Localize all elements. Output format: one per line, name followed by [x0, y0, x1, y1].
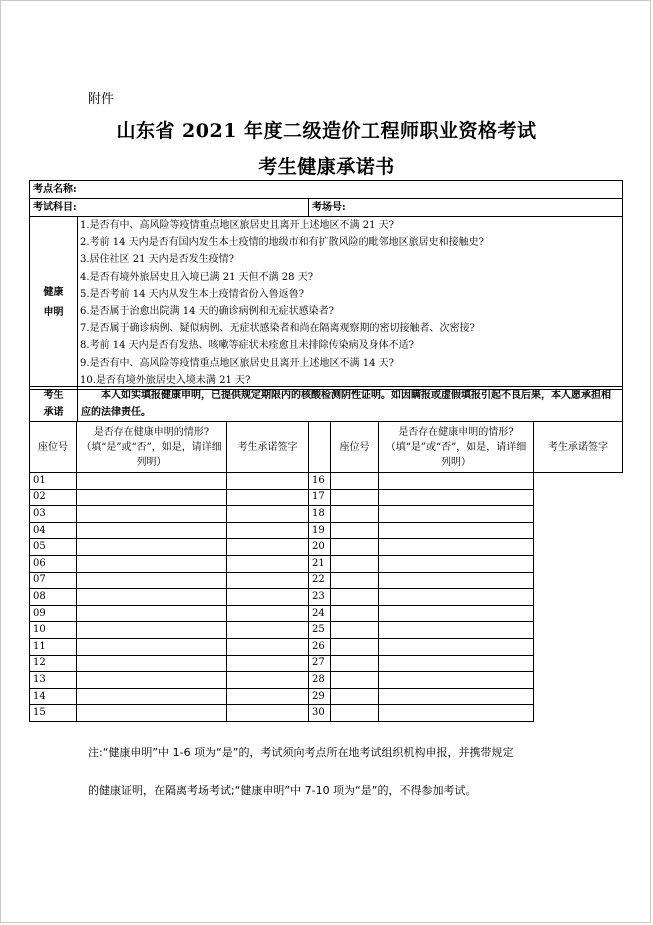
seat-signature-table	[29, 421, 623, 722]
signature-cell-right[interactable]	[379, 605, 534, 622]
signature-cell-right[interactable]	[379, 705, 534, 722]
seat-number-left: 15	[30, 705, 77, 722]
declaration-status-cell-right[interactable]	[331, 705, 379, 722]
exam-room-field[interactable]	[309, 199, 623, 217]
table-row	[30, 705, 623, 722]
seat-number-right: 20	[309, 539, 331, 556]
signature-cell-right[interactable]	[379, 688, 534, 705]
seat-number-left: 03	[30, 506, 77, 523]
candidate-promise-text: 本人如实填报健康申明，已提供规定期限内的核酸检测阴性证明。如因瞒报或虚假填报引起不良后果，本人愿承担相应的法律责任。	[78, 387, 623, 422]
declaration-status-cell-left[interactable]	[77, 688, 227, 705]
signature-cell-right[interactable]	[379, 638, 534, 655]
declaration-status-cell-right[interactable]	[331, 622, 379, 639]
exam-subject-field[interactable]	[30, 199, 309, 217]
declaration-item-3: 3.居住社区 21 天内是否发生疫情?	[80, 254, 234, 266]
signature-cell-right[interactable]	[379, 539, 534, 556]
seat-number-header-right: 座位号	[331, 422, 379, 473]
seat-number-left: 08	[30, 589, 77, 606]
table-row	[30, 473, 623, 490]
seat-number-right: 17	[309, 489, 331, 506]
declaration-item-10: 10.是否有境外旅居史入境未满 21 天?	[80, 374, 251, 386]
declaration-status-cell-right[interactable]	[331, 506, 379, 523]
seat-number-header-left: 座位号	[30, 422, 77, 473]
health-declaration-table	[29, 216, 623, 390]
seat-number-left: 01	[30, 473, 77, 490]
table-row	[30, 572, 623, 589]
health-declaration-label-text: 健康申明	[43, 286, 64, 318]
seat-number-left: 14	[30, 688, 77, 705]
declaration-status-cell-left[interactable]	[77, 672, 227, 689]
table-row	[30, 622, 623, 639]
declaration-status-cell-right[interactable]	[331, 638, 379, 655]
declaration-status-cell-left[interactable]	[77, 555, 227, 572]
declaration-status-cell-right[interactable]	[331, 555, 379, 572]
seat-number-left: 13	[30, 672, 77, 689]
declaration-status-cell-right[interactable]	[331, 589, 379, 606]
declaration-status-cell-left[interactable]	[77, 589, 227, 606]
table-row	[30, 555, 623, 572]
declaration-status-header-left: 是否存在健康申明的情形?（填“是”或“否”，如是，请详细列明）	[77, 422, 227, 473]
signature-cell-left[interactable]	[227, 688, 309, 705]
candidate-promise-label-text: 考生承诺	[43, 390, 64, 418]
document-title: 山东省 2021 年度二级造价工程师职业资格考试	[116, 120, 537, 142]
seat-number-right: 30	[309, 705, 331, 722]
declaration-status-cell-left[interactable]	[77, 473, 227, 490]
signature-header-left: 考生承诺签字	[227, 422, 309, 473]
declaration-item-8: 8.考前 14 天内是否有发热、咳嗽等症状未痊愈且未排除传染病及身体不适?	[80, 340, 414, 352]
declaration-status-cell-right[interactable]	[331, 572, 379, 589]
exam-site-label: 考点名称:	[33, 184, 77, 195]
signature-cell-left[interactable]	[227, 605, 309, 622]
exam-site-field[interactable]	[30, 181, 623, 199]
declaration-status-cell-right[interactable]	[331, 539, 379, 556]
signature-cell-left[interactable]	[227, 572, 309, 589]
declaration-status-cell-right[interactable]	[331, 655, 379, 672]
declaration-item-1: 1.是否有中、高风险等疫情重点地区旅居史且离开上述地区不满 21 天?	[80, 220, 394, 231]
declaration-item-5: 5.是否考前 14 天内从发生本土疫情省份入鲁返鲁?	[80, 288, 304, 300]
declaration-status-cell-right[interactable]	[331, 672, 379, 689]
table-row	[30, 655, 623, 672]
seat-number-right: 25	[309, 622, 331, 639]
exam-room-label: 考场号:	[312, 202, 346, 213]
declaration-status-cell-left[interactable]	[77, 655, 227, 672]
signature-cell-right[interactable]	[379, 473, 534, 490]
candidate-promise-label	[30, 387, 78, 422]
signature-cell-left[interactable]	[227, 555, 309, 572]
seat-number-right: 24	[309, 605, 331, 622]
table-divider	[309, 422, 331, 473]
signature-cell-left[interactable]	[227, 655, 309, 672]
signature-cell-right[interactable]	[379, 506, 534, 523]
document-subtitle: 考生健康承诺书	[258, 156, 395, 178]
signature-header-right: 考生承诺签字	[534, 422, 623, 473]
declaration-item-4: 4.是否有境外旅居史且入境已满 21 天但不满 28 天?	[80, 271, 314, 283]
seat-number-left: 02	[30, 489, 77, 506]
signature-cell-right[interactable]	[379, 655, 534, 672]
declaration-status-cell-left[interactable]	[77, 539, 227, 556]
declaration-status-cell-left[interactable]	[77, 605, 227, 622]
signature-cell-left[interactable]	[227, 672, 309, 689]
declaration-status-cell-right[interactable]	[331, 522, 379, 539]
seat-number-left: 07	[30, 572, 77, 589]
declaration-status-cell-left[interactable]	[77, 572, 227, 589]
seat-table-header	[30, 422, 623, 473]
seat-number-right: 27	[309, 655, 331, 672]
footnote-line-2: 的健康证明，在隔离考场考试;“健康申明”中 7-10 项为“是”的，不得参加考试。	[88, 784, 477, 797]
seat-number-left: 06	[30, 555, 77, 572]
declaration-item-2: 2.考前 14 天内是否有国内发生本土疫情的地级市和有扩散风险的毗邻地区旅居史和接触史?	[80, 237, 484, 249]
seat-number-left: 11	[30, 638, 77, 655]
declaration-item-7: 7.是否属于确诊病例、疑似病例、无症状感染者和尚在隔离观察期的密切接触者、次密接?	[80, 323, 475, 335]
signature-cell-left[interactable]	[227, 506, 309, 523]
seat-number-left: 09	[30, 605, 77, 622]
table-row	[30, 638, 623, 655]
seat-number-right: 19	[309, 522, 331, 539]
table-row	[30, 605, 623, 622]
declaration-status-cell-right[interactable]	[331, 473, 379, 490]
seat-number-right: 21	[309, 555, 331, 572]
declaration-status-cell-left[interactable]	[77, 522, 227, 539]
exam-subject-label: 考试科目:	[33, 202, 77, 213]
seat-number-left: 12	[30, 655, 77, 672]
health-declaration-items	[78, 217, 623, 390]
signature-cell-right[interactable]	[379, 622, 534, 639]
seat-number-left: 05	[30, 539, 77, 556]
table-row	[30, 672, 623, 689]
annex-label: 附件	[88, 92, 115, 107]
table-row	[30, 522, 623, 539]
signature-cell-left[interactable]	[227, 489, 309, 506]
declaration-status-cell-left[interactable]	[77, 638, 227, 655]
candidate-promise-table	[29, 386, 623, 422]
seat-number-left: 10	[30, 622, 77, 639]
table-row	[30, 489, 623, 506]
declaration-status-header-right: 是否存在健康申明的情形?（填“是”或“否”，如是，请详细列明）	[379, 422, 534, 473]
declaration-status-cell-left[interactable]	[77, 705, 227, 722]
seat-number-left: 04	[30, 522, 77, 539]
signature-cell-right[interactable]	[379, 522, 534, 539]
signature-cell-right[interactable]	[379, 672, 534, 689]
declaration-status-cell-left[interactable]	[77, 506, 227, 523]
table-row	[30, 688, 623, 705]
footnote-line-1: 注:“健康申明”中 1-6 项为“是”的，考试须向考点所在地考试组织机构申报，并携带规定	[88, 746, 514, 759]
declaration-status-cell-right[interactable]	[331, 605, 379, 622]
signature-cell-right[interactable]	[379, 555, 534, 572]
declaration-status-cell-left[interactable]	[77, 489, 227, 506]
signature-cell-left[interactable]	[227, 522, 309, 539]
declaration-status-cell-right[interactable]	[331, 489, 379, 506]
seat-number-right: 29	[309, 688, 331, 705]
signature-cell-right[interactable]	[379, 589, 534, 606]
exam-info-table	[29, 180, 623, 217]
signature-cell-left[interactable]	[227, 539, 309, 556]
health-declaration-label	[30, 217, 78, 390]
seat-number-right: 26	[309, 638, 331, 655]
seat-number-right: 22	[309, 572, 331, 589]
signature-cell-left[interactable]	[227, 638, 309, 655]
table-row	[30, 539, 623, 556]
declaration-item-9: 9.是否有中、高风险等疫情重点地区旅居史且离开上述地区不满 14 天?	[80, 357, 394, 369]
table-row	[30, 506, 623, 523]
seat-number-right: 23	[309, 589, 331, 606]
signature-cell-left[interactable]	[227, 589, 309, 606]
declaration-status-cell-left[interactable]	[77, 622, 227, 639]
signature-cell-left[interactable]	[227, 622, 309, 639]
seat-number-right: 28	[309, 672, 331, 689]
signature-cell-left[interactable]	[227, 473, 309, 490]
signature-cell-right[interactable]	[379, 489, 534, 506]
signature-cell-left[interactable]	[227, 705, 309, 722]
declaration-item-6: 6.是否属于治愈出院满 14 天的确诊病例和无症状感染者?	[80, 305, 334, 317]
seat-number-right: 16	[309, 473, 331, 490]
signature-cell-right[interactable]	[379, 572, 534, 589]
declaration-status-cell-right[interactable]	[331, 688, 379, 705]
table-row	[30, 589, 623, 606]
seat-number-right: 18	[309, 506, 331, 523]
